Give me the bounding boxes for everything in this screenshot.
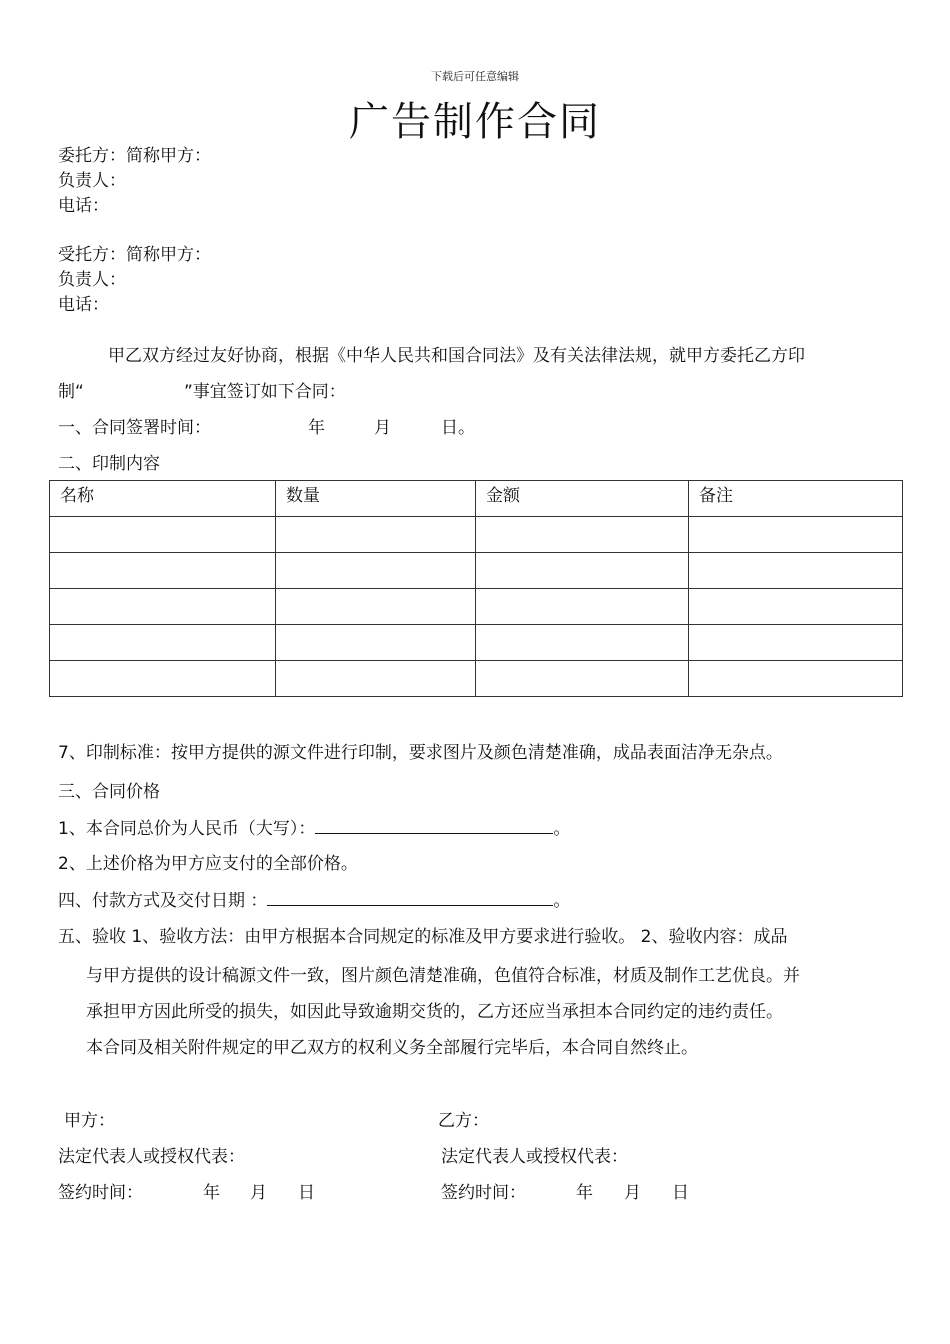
header-note: 下载后可任意编辑 (431, 70, 519, 83)
section-4-end: 。 (553, 891, 571, 911)
section-2-label: 二、印制内容 (58, 454, 160, 474)
table-header-row (50, 481, 903, 517)
section-4 (58, 886, 570, 911)
print-content-table (49, 480, 903, 697)
signature-party-b-rep: 法定代表人或授权代表： (441, 1147, 628, 1167)
payment-delivery-blank[interactable] (267, 888, 553, 906)
party-b-label: 受托方：简称甲方： (58, 245, 211, 265)
table-cell[interactable] (276, 661, 476, 697)
section-1-month: 月 (374, 418, 391, 438)
signature-party-b-year: 年 (576, 1183, 593, 1203)
table-row (50, 661, 903, 697)
table-cell[interactable] (476, 661, 689, 697)
table-cell[interactable] (689, 589, 903, 625)
section-1-year: 年 (308, 418, 325, 438)
document-title: 广告制作合同 (349, 99, 601, 145)
table-cell[interactable] (689, 517, 903, 553)
signature-party-a-month: 月 (250, 1183, 267, 1203)
table-cell[interactable] (276, 625, 476, 661)
table-cell[interactable] (276, 553, 476, 589)
item-7-print-standard: 7、印制标准：按甲方提供的源文件进行印制，要求图片及颜色清楚准确，成品表面洁净无杂点。 (58, 743, 783, 763)
table-header-cell: 名称 (50, 481, 276, 517)
table-cell[interactable] (50, 553, 276, 589)
table-cell[interactable] (476, 517, 689, 553)
section-4-label: 四、付款方式及交付日期 ： (58, 891, 268, 911)
table-cell[interactable] (50, 625, 276, 661)
party-b-phone: 电话： (58, 295, 109, 315)
table-row (50, 589, 903, 625)
section-3-label: 三、合同价格 (58, 782, 160, 802)
party-b-manager: 负责人： (58, 270, 126, 290)
table-cell[interactable] (50, 661, 276, 697)
table-cell[interactable] (476, 553, 689, 589)
table-header-cell: 金额 (476, 481, 689, 517)
table-cell[interactable] (50, 589, 276, 625)
table-cell[interactable] (50, 517, 276, 553)
signature-party-a-year: 年 (203, 1183, 220, 1203)
section-1-label: 一、合同签署时间： (58, 418, 211, 438)
table-header-cell: 数量 (276, 481, 476, 517)
intro-line-2-start: 制“ (58, 382, 84, 402)
signature-party-b-time: 签约时间： (441, 1183, 526, 1203)
section-1-day: 日。 (441, 418, 475, 438)
section-5-line-1: 五、验收 1、验收方法：由甲方根据本合同规定的标准及甲方要求进行验收。 2、验收内容：成品 (58, 927, 788, 947)
table-cell[interactable] (276, 589, 476, 625)
section-5-line-2: 与甲方提供的设计稿源文件一致，图片颜色清楚准确，色值符合标准，材质及制作工艺优良。并 (86, 966, 800, 986)
signature-party-b-day: 日 (672, 1183, 689, 1203)
table-row (50, 625, 903, 661)
section-5-line-3: 承担甲方因此所受的损失，如因此导致逾期交货的，乙方还应当承担本合同约定的违约责任。 (86, 1002, 783, 1022)
signature-party-a: 甲方： (64, 1111, 115, 1131)
table-cell[interactable] (476, 625, 689, 661)
table-cell[interactable] (276, 517, 476, 553)
section-3-item-2: 2、上述价格为甲方应支付的全部价格。 (58, 854, 358, 874)
signature-party-a-rep: 法定代表人或授权代表： (58, 1147, 245, 1167)
intro-line-1: 甲乙双方经过友好协商，根据《中华人民共和国合同法》及有关法律法规，就甲方委托乙方印 (108, 346, 805, 366)
signature-party-a-time: 签约时间： (58, 1183, 143, 1203)
section-3-item-1 (58, 814, 570, 839)
total-price-blank[interactable] (315, 816, 553, 834)
table-header-cell: 备注 (689, 481, 903, 517)
table-cell[interactable] (476, 589, 689, 625)
section-3-item-1-end: 。 (553, 819, 571, 839)
signature-party-b: 乙方： (438, 1111, 489, 1131)
table-row (50, 553, 903, 589)
table-cell[interactable] (689, 625, 903, 661)
signature-party-a-day: 日 (298, 1183, 315, 1203)
party-a-phone: 电话： (58, 196, 109, 216)
section-3-item-1-text: 1、本合同总价为人民币（大写）： (58, 819, 316, 839)
party-a-manager: 负责人： (58, 171, 126, 191)
signature-party-b-month: 月 (624, 1183, 641, 1203)
table-cell[interactable] (689, 661, 903, 697)
table-row (50, 517, 903, 553)
intro-line-2-end: ”事宜签订如下合同： (184, 382, 346, 402)
table-cell[interactable] (689, 553, 903, 589)
party-a-label: 委托方：简称甲方： (58, 146, 211, 166)
section-5-line-4: 本合同及相关附件规定的甲乙双方的权利义务全部履行完毕后，本合同自然终止。 (86, 1038, 698, 1058)
